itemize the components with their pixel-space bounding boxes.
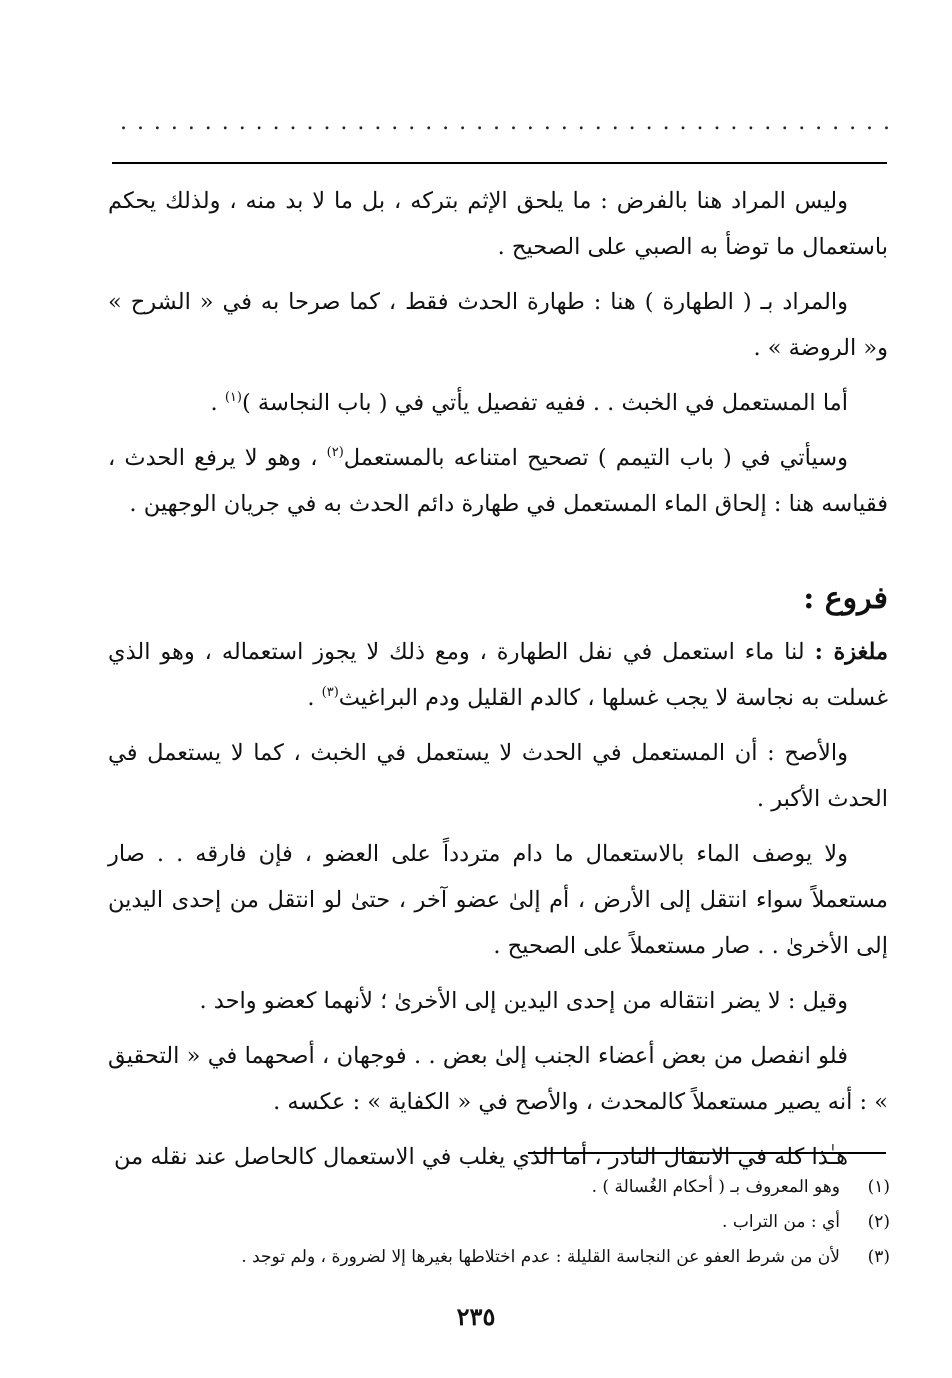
main-text bbox=[108, 178, 888, 1189]
footnote-3-number: (٣) bbox=[867, 1247, 890, 1267]
footnote-1-text: وهو المعروف بـ ( أحكام الغُسالة ) . bbox=[591, 1177, 840, 1197]
footnote-ref-3: (٣) bbox=[321, 685, 339, 700]
paragraph-9: فلو انفصل من بعض أعضاء الجنب إلىٰ بعض . . فوجهان ، أصحهما في « التحقيق » : أنه يصير مستعملاً كالمحدث ، والأصح في « الكفاية » : عكسه . bbox=[108, 1043, 888, 1115]
footnote-ref-2: (٢) bbox=[326, 445, 344, 460]
paragraph-10: هـٰذا كله في الانتقال النادر ، أما الذي يغلب في الاستعمال كالحاصل عند نقله من bbox=[114, 1144, 848, 1170]
paragraph-5-tail: . bbox=[307, 685, 322, 711]
paragraph-1: وليس المراد هنا بالفرض : ما يلحق الإثم بتركه ، بل ما لا بد منه ، ولذلك يحكم باستعمال ما توضأ به الصبي على الصحيح . bbox=[108, 188, 888, 260]
paragraph-5-text: لنا ماء استعمل في نفل الطهارة ، ومع ذلك لا يجوز استعماله ، وهو الذي غسلت به نجاسة لا يجب غسلها ، كالدم القليل ودم البراغيث bbox=[108, 639, 888, 711]
footnote-2 bbox=[120, 1205, 890, 1240]
footnote-ref-1: (١) bbox=[224, 390, 242, 405]
paragraph-8: وقيل : لا يضر انتقاله من إحدى اليدين إلى الأخرىٰ ؛ لأنهما كعضو واحد . bbox=[199, 988, 848, 1014]
paragraph-5 bbox=[108, 629, 888, 721]
footnote-2-text: أي : من التراب . bbox=[722, 1212, 840, 1232]
header-rule bbox=[112, 162, 887, 164]
footnote-rule bbox=[528, 1152, 886, 1154]
section-heading: فروع : bbox=[803, 581, 888, 616]
footnotes bbox=[120, 1170, 890, 1275]
paragraph-4-text: وسيأتي في ( باب التيمم ) تصحيح امتناعه بالمستعمل bbox=[343, 445, 848, 471]
footnote-1-number: (١) bbox=[867, 1177, 890, 1197]
footnote-2-number: (٢) bbox=[867, 1212, 890, 1232]
footnote-1 bbox=[120, 1170, 890, 1205]
footnote-3 bbox=[120, 1240, 890, 1275]
paragraph-4 bbox=[108, 435, 888, 527]
header-ornament-dots: . . . . . . . . . . . . . . . . . . . . . . . . . . . . . . . . . . . . . . . . . . . . . . bbox=[120, 110, 890, 135]
paragraph-7: ولا يوصف الماء بالاستعمال ما دام متردداً على العضو ، فإن فارقه . . صار مستعملاً سواء انتقل إلى الأرض ، أم إلىٰ عضو آخر ، حتىٰ لو انتقل من إحدى اليدين إلى الأخرىٰ . . صار مستعملاً على الصحيح . bbox=[108, 841, 888, 959]
paragraph-3 bbox=[108, 380, 888, 426]
paragraph-2: والمراد بـ ( الطهارة ) هنا : طهارة الحدث فقط ، كما صرحا به في « الشرح » و« الروضة » . bbox=[108, 289, 888, 361]
footnote-3-text: لأن من شرط العفو عن النجاسة القليلة : عدم اختلاطها بغيرها إلا لضرورة ، ولم توجد . bbox=[241, 1247, 840, 1267]
paragraph-4-tail: ، وهو لا يرفع الحدث ، فقياسه هنا : إلحاق الماء المستعمل في طهارة دائم الحدث به في جريان الوجهين . bbox=[108, 445, 888, 517]
paragraph-5-lead: ملغزة : bbox=[814, 639, 888, 665]
paragraph-3-tail: . bbox=[210, 390, 225, 416]
paragraph-6: والأصح : أن المستعمل في الحدث لا يستعمل في الخبث ، كما لا يستعمل في الحدث الأكبر . bbox=[108, 740, 888, 812]
paragraph-3-text: أما المستعمل في الخبث . . ففيه تفصيل يأتي في ( باب النجاسة ) bbox=[241, 390, 848, 416]
page-number: ٢٣٥ bbox=[456, 1302, 496, 1331]
